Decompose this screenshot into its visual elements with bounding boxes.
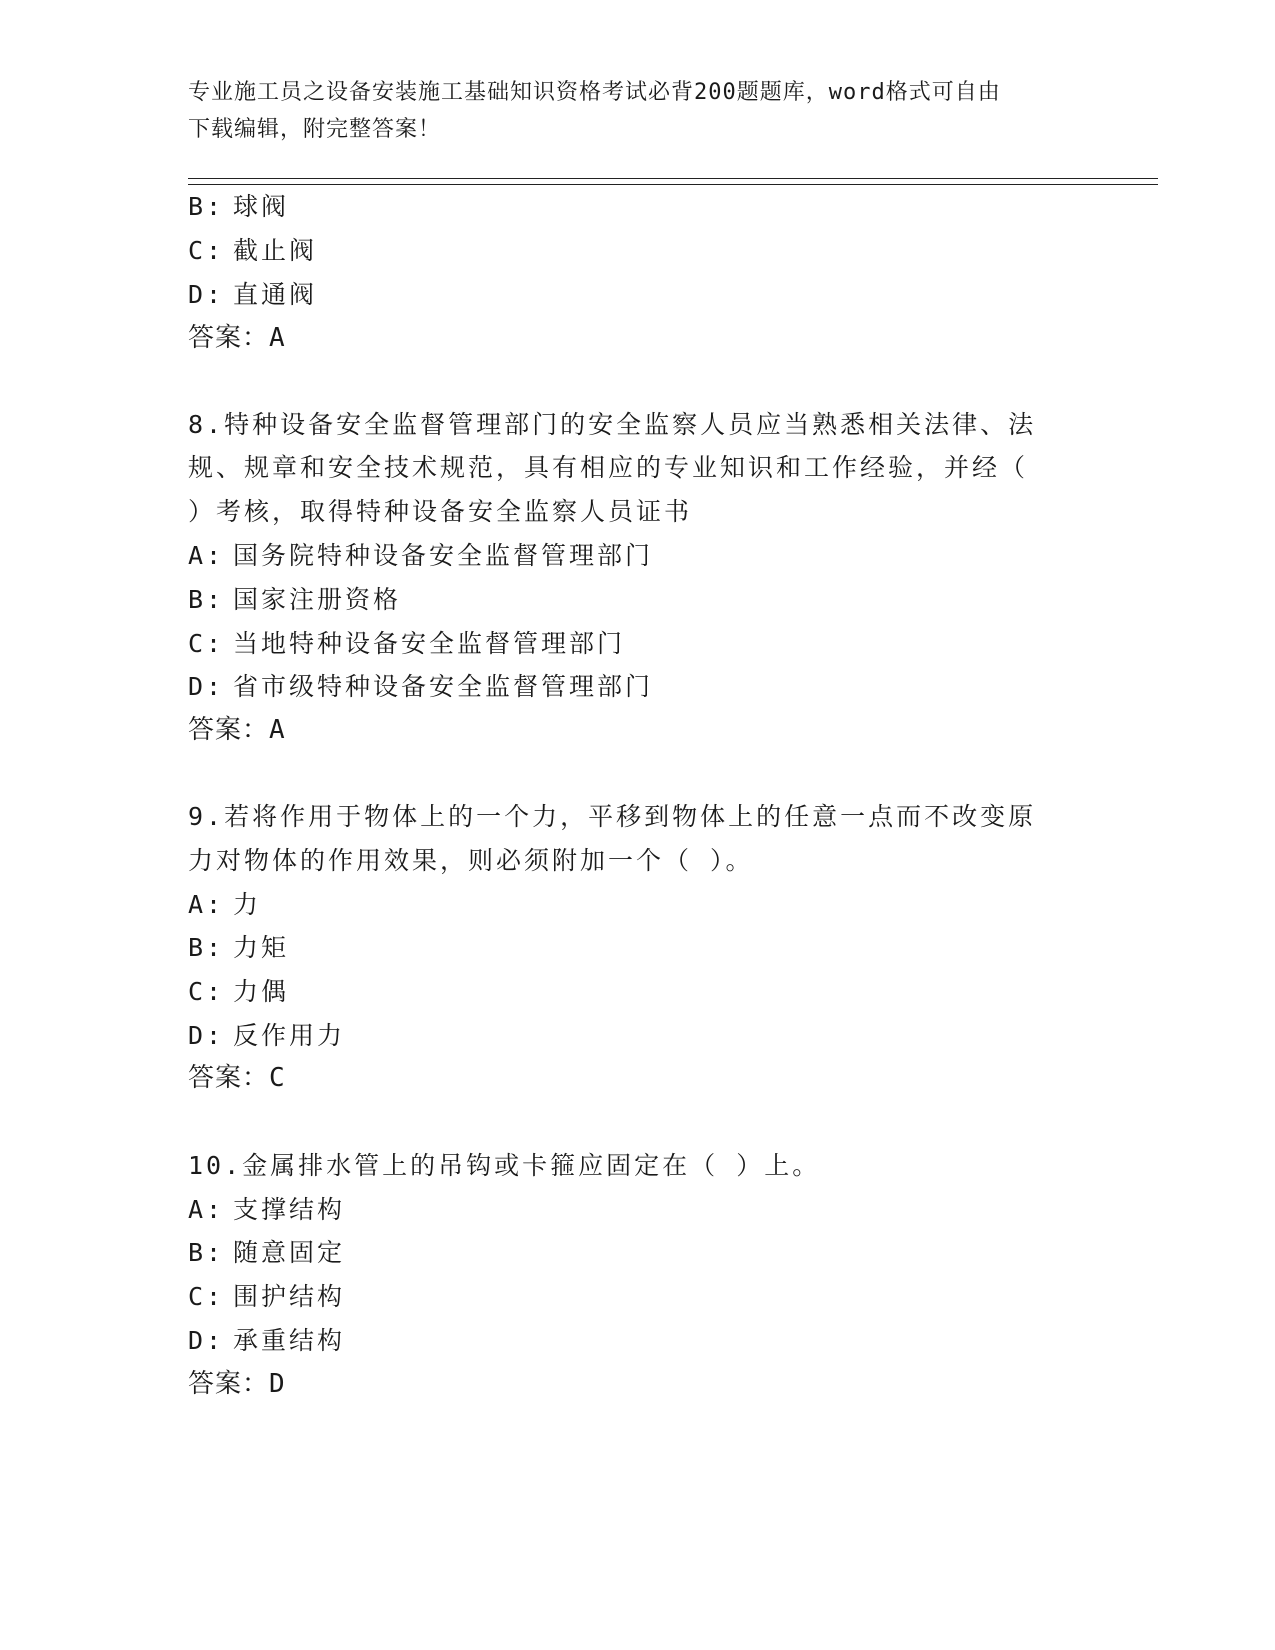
header-line-1: 专业施工员之设备安装施工基础知识资格考试必背200题题库，word格式可自由 — [188, 80, 1001, 105]
q8-option-b: B: 国家注册资格 — [188, 585, 402, 614]
q9-option-b: B: 力矩 — [188, 933, 290, 962]
q8-option-c: C: 当地特种设备安全监督管理部门 — [188, 629, 626, 658]
q9-option-c: C: 力偶 — [188, 977, 290, 1006]
q8-stem-line-2: 规、规章和安全技术规范，具有相应的专业知识和工作经验，并经（ — [188, 453, 1029, 482]
q7-option-b: B: 球阀 — [188, 192, 290, 221]
q8-answer: 答案：A — [188, 715, 286, 745]
q9-option-d: D: 反作用力 — [188, 1021, 346, 1050]
document-header — [188, 74, 1068, 148]
header-divider-bottom — [188, 184, 1158, 185]
header-line-2: 下载编辑，附完整答案！ — [188, 117, 442, 142]
q8-stem-line-3: ）考核，取得特种设备安全监察人员证书 — [188, 497, 693, 526]
header-divider-top — [188, 178, 1158, 179]
q10-option-d: D: 承重结构 — [188, 1326, 346, 1355]
q10-option-c: C: 围护结构 — [188, 1282, 346, 1311]
q8-stem-line-1: 8.特种设备安全监督管理部门的安全监察人员应当熟悉相关法律、法 — [188, 410, 1037, 439]
q8-option-a: A: 国务院特种设备安全监督管理部门 — [188, 541, 654, 570]
q10-option-a: A: 支撑结构 — [188, 1195, 346, 1224]
q7-answer: 答案：A — [188, 323, 286, 353]
q7-option-d: D: 直通阀 — [188, 280, 318, 309]
q9-answer: 答案：C — [188, 1063, 286, 1093]
q10-option-b: B: 随意固定 — [188, 1238, 346, 1267]
q8-option-d: D: 省市级特种设备安全监督管理部门 — [188, 672, 654, 701]
q10-answer: 答案：D — [188, 1369, 286, 1399]
q9-option-a: A: 力 — [188, 890, 262, 919]
q10-stem-line-1: 10.金属排水管上的吊钩或卡箍应固定在（ ）上。 — [188, 1151, 821, 1180]
q7-option-c: C: 截止阀 — [188, 236, 318, 265]
q9-stem-line-2: 力对物体的作用效果，则必须附加一个（ ）。 — [188, 846, 754, 875]
q9-stem-line-1: 9.若将作用于物体上的一个力，平移到物体上的任意一点而不改变原 — [188, 802, 1037, 831]
